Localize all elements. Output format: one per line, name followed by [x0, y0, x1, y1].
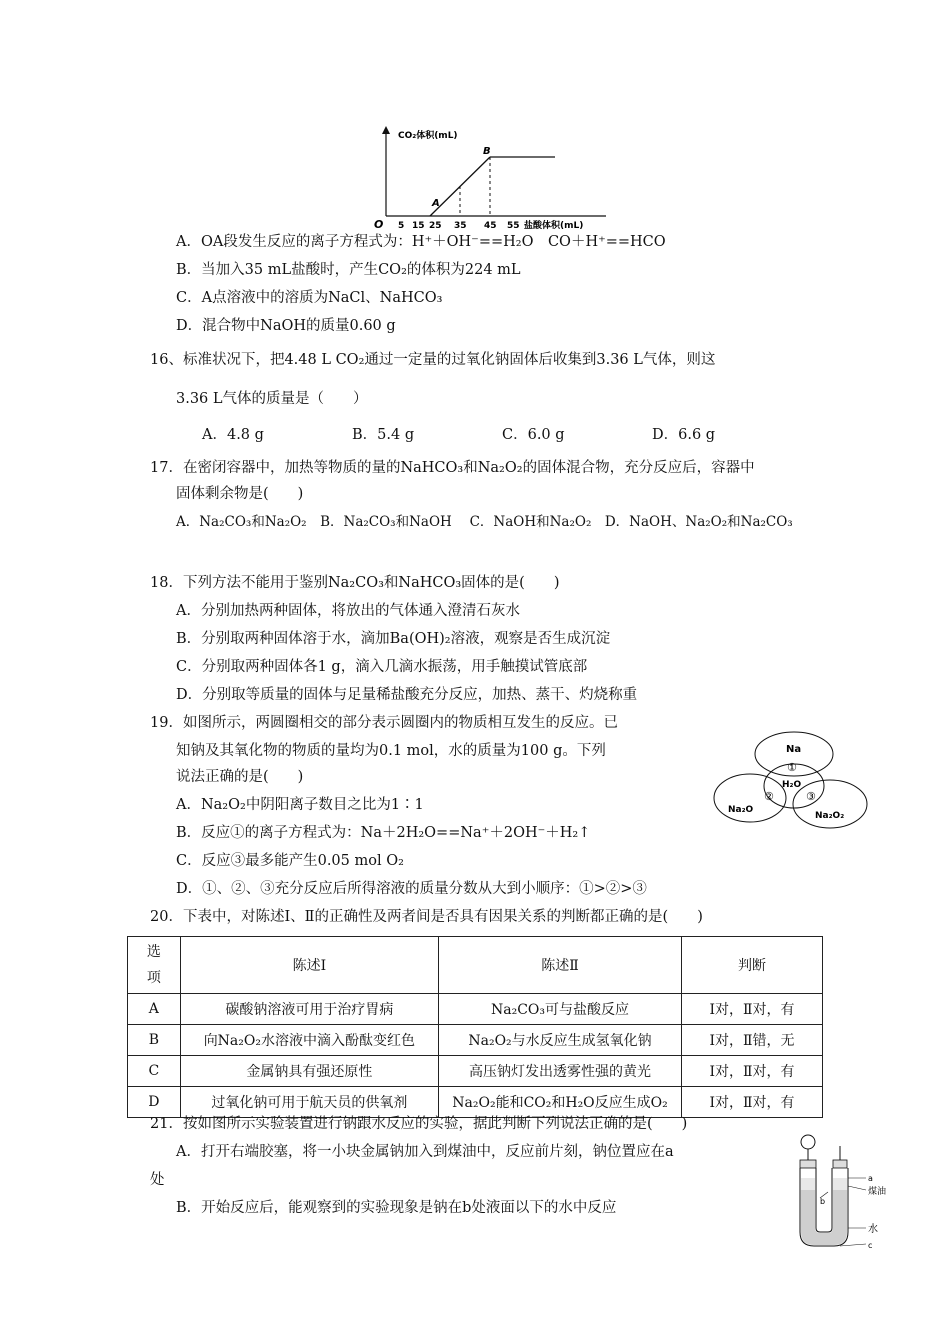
table-header-row: [128, 937, 823, 994]
q16-option-b: B．5.4 g: [352, 427, 415, 443]
q21-label-b: b: [820, 1197, 826, 1206]
q20-stem: 20．下表中，对陈述Ⅰ、Ⅱ的正确性及两者间是否具有因果关系的判断都正确的是( ): [150, 909, 703, 925]
q15-xlabel: 盐酸体积(mL): [524, 221, 584, 231]
q16-option-a: A．4.8 g: [202, 427, 264, 443]
table-row: [128, 1087, 823, 1118]
q19-label-na: Na: [786, 744, 802, 755]
q15-option-c: C．A点溶液中的溶质为NaCl、NaHCO₃: [176, 290, 443, 306]
q16-option-c: C．6.0 g: [502, 427, 565, 443]
table-row: [128, 994, 823, 1025]
cell-option: D: [128, 1087, 181, 1118]
q15-xtick: 25: [429, 221, 442, 231]
q15-xtick: 15: [412, 221, 425, 231]
cell-statement-2: 高压钠灯发出透雾性强的黄光: [438, 1056, 681, 1087]
q16-stem: 16、标准状况下，把4.48 L CO₂通过一定量的过氧化钠固体后收集到3.36 L气体，则这: [150, 352, 716, 368]
q18-option-d: D．分别取等质量的固体与足量稀盐酸充分反应，加热、蒸干、灼烧称重: [176, 687, 638, 703]
cell-statement-1: 碳酸钠溶液可用于治疗胃病: [180, 994, 438, 1025]
q15-ylabel: CO₂体积(mL): [398, 131, 458, 141]
header-option: [128, 937, 181, 994]
q21-option-a-cont: 处: [150, 1172, 165, 1188]
q16-option-d: D．6.6 g: [652, 427, 716, 443]
q15-option-d: D．混合物中NaOH的质量0.60 g: [176, 318, 396, 334]
q21-option-b: B．开始反应后，能观察到的实验现象是钠在b处液面以下的水中反应: [176, 1200, 617, 1216]
q21-stem: 21．按如图所示实验装置进行钠跟水反应的实验，据此判断下列说法正确的是( ): [150, 1116, 688, 1132]
q15-point-a: A: [432, 198, 440, 209]
q19-label-h2o: H₂O: [782, 780, 802, 790]
cell-statement-1: 金属钠具有强还原性: [180, 1056, 438, 1087]
q21-label-kerosene: 煤油: [868, 1187, 887, 1197]
q15-graph: [370, 124, 610, 232]
q15-xtick: 5: [398, 221, 405, 231]
cell-judgment: Ⅰ对，Ⅱ对，有: [682, 1087, 823, 1118]
q15-option-b: B．当加入35 mL盐酸时，产生CO₂的体积为224 mL: [176, 262, 521, 278]
q21-apparatus-diagram: [790, 1132, 900, 1252]
q18-stem: 18．下列方法不能用于鉴别Na₂CO₃和NaHCO₃固体的是( ): [150, 575, 560, 591]
cell-statement-2: Na₂CO₃可与盐酸反应: [438, 994, 681, 1025]
table-row: [128, 1056, 823, 1087]
header-statement-2: 陈述Ⅱ: [438, 937, 681, 994]
cell-option: A: [128, 994, 181, 1025]
q19-option-d: D．①、②、③充分反应后所得溶液的质量分数从大到小顺序：①>②>③: [176, 881, 647, 897]
q19-label-r2: ②: [764, 790, 774, 803]
q15-xtick: 45: [484, 221, 497, 231]
cell-statement-1: 过氧化钠可用于航天员的供氧剂: [180, 1087, 438, 1118]
q19-option-a: A．Na₂O₂中阴阳离子数目之比为1∶1: [176, 797, 424, 813]
q18-option-a: A．分别加热两种固体，将放出的气体通入澄清石灰水: [176, 603, 520, 619]
q19-option-b: B．反应①的离子方程式为：Na＋2H₂O==Na⁺＋2OH⁻＋H₂↑: [176, 825, 591, 841]
q19-label-na2o: Na₂O: [728, 805, 754, 815]
cell-statement-2: Na₂O₂能和CO₂和H₂O反应生成O₂: [438, 1087, 681, 1118]
q15-xtick: 35: [454, 221, 467, 231]
q19-stem: 19．如图所示，两圆圈相交的部分表示圆圈内的物质相互发生的反应。已: [150, 715, 618, 731]
q19-venn-diagram: [712, 730, 872, 830]
q17-stem: 17．在密闭容器中，加热等物质的量的NaHCO₃和Na₂O₂的固体混合物，充分反应后，容器中: [150, 460, 755, 476]
q19-label-r1: ①: [787, 761, 797, 774]
q17-stem-cont: 固体剩余物是( ): [176, 486, 304, 502]
q21-label-water: 水: [868, 1224, 878, 1235]
cell-judgment: Ⅰ对，Ⅱ对，有: [682, 994, 823, 1025]
q21-option-a: A．打开右端胶塞，将一小块金属钠加入到煤油中，反应前片刻，钠位置应在a: [176, 1144, 674, 1160]
q19-label-na2o2: Na₂O₂: [815, 811, 845, 821]
cell-option: C: [128, 1056, 181, 1087]
header-option-text: 选项: [146, 944, 161, 986]
q19-label-r3: ③: [806, 790, 816, 803]
q19-stem-cont: 知钠及其氧化物的物质的量均为0.1 mol，水的质量为100 g。下列: [176, 743, 606, 759]
q16-stem-cont: 3.36 L气体的质量是（ ）: [176, 391, 368, 407]
table-row: [128, 1025, 823, 1056]
q15-point-b: B: [483, 146, 491, 157]
cell-option: B: [128, 1025, 181, 1056]
cell-statement-2: Na₂O₂与水反应生成氢氧化钠: [438, 1025, 681, 1056]
header-statement-1: 陈述Ⅰ: [180, 937, 438, 994]
q17-options: A．Na₂CO₃和Na₂O₂ B．Na₂CO₃和NaOH C．NaOH和Na₂O₂ D．NaOH、Na₂O₂和Na₂CO₃: [176, 514, 793, 530]
cell-statement-1: 向Na₂O₂水溶液中滴入酚酞变红色: [180, 1025, 438, 1056]
cell-judgment: Ⅰ对，Ⅱ错，无: [682, 1025, 823, 1056]
q18-option-b: B．分别取两种固体溶于水，滴加Ba(OH)₂溶液，观察是否生成沉淀: [176, 631, 611, 647]
q20-table: [127, 936, 823, 1118]
q15-xtick: 55: [507, 221, 520, 231]
q15-option-a: A．OA段发生反应的离子方程式为：H⁺＋OH⁻==H₂O CO＋H⁺==HCO: [176, 234, 666, 250]
q19-stem-cont2: 说法正确的是( ): [176, 769, 304, 785]
cell-judgment: Ⅰ对，Ⅱ对，有: [682, 1056, 823, 1087]
header-judgment: 判断: [682, 937, 823, 994]
q15-origin: O: [374, 218, 384, 231]
q21-label-a: a: [868, 1174, 873, 1183]
q18-option-c: C．分别取两种固体各1 g，滴入几滴水振荡，用手触摸试管底部: [176, 659, 588, 675]
q19-option-c: C．反应③最多能产生0.05 mol O₂: [176, 853, 404, 869]
q21-label-c: c: [868, 1241, 873, 1250]
